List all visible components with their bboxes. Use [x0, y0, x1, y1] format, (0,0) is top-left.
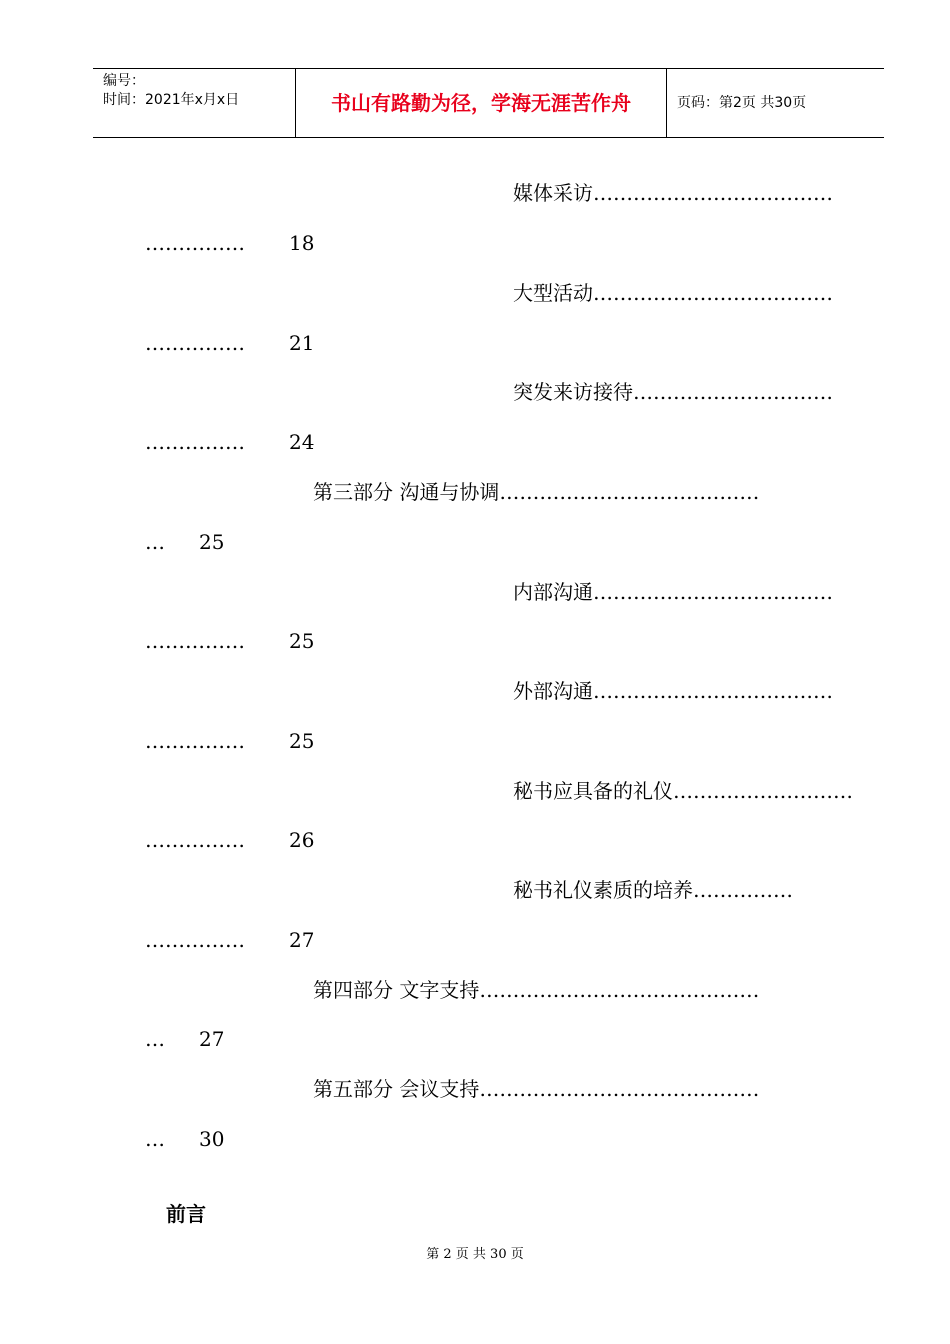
toc-entry-page: 25	[289, 729, 315, 753]
header-meta-cell	[93, 69, 295, 137]
header-page-cell	[667, 69, 884, 137]
toc-entry-page: 18	[289, 231, 315, 255]
toc-entry-leader: ……………	[145, 928, 245, 952]
toc-entry-leader: …	[145, 530, 165, 554]
toc-entry-title: 媒体采访………………………………	[513, 181, 833, 205]
toc-entry-leader: ……………	[145, 729, 245, 753]
preface-heading: 前言	[166, 1202, 206, 1226]
toc-entry-page: 27	[199, 1027, 225, 1051]
toc-entry-leader: ……………	[145, 331, 245, 355]
toc-section-title: 第五部分 会议支持……………………………………	[313, 1077, 760, 1101]
toc-entry-title: 秘书应具备的礼仪………………………	[513, 779, 853, 803]
toc-entry-title: 突发来访接待…………………………	[513, 380, 833, 404]
toc-entry-leader: ……………	[145, 629, 245, 653]
page-footer: 第 2 页 共 30 页	[426, 1247, 524, 1262]
page-header	[93, 68, 884, 138]
toc-section-title: 第四部分 文字支持……………………………………	[313, 978, 760, 1002]
toc-entry-title: 内部沟通………………………………	[513, 580, 833, 604]
toc-entry-leader: …	[145, 1027, 165, 1051]
toc-entry-page: 26	[289, 828, 315, 852]
header-page-number: 页码：第2页 共30页	[677, 95, 807, 111]
document-number-label: 编号：	[103, 73, 145, 89]
toc-entry-page: 25	[289, 629, 315, 653]
toc-entry-page: 24	[289, 430, 315, 454]
toc-entry-title: 外部沟通………………………………	[513, 679, 833, 703]
header-motto: 书山有路勤为径，学海无涯苦作舟	[331, 91, 631, 115]
toc-entry-leader: ……………	[145, 231, 245, 255]
toc-entry-leader: ……………	[145, 828, 245, 852]
document-date: 时间：2021年x月x日	[103, 92, 240, 108]
toc-entry-leader: …	[145, 1127, 165, 1151]
toc-entry-title: 秘书礼仪素质的培养……………	[513, 878, 793, 902]
toc-entry-title: 大型活动………………………………	[513, 281, 833, 305]
toc-entry-page: 21	[289, 331, 315, 355]
toc-entry-page: 25	[199, 530, 225, 554]
toc-entry-page: 30	[199, 1127, 225, 1151]
header-motto-cell	[295, 69, 667, 137]
toc-entry-leader: ……………	[145, 430, 245, 454]
toc-section-title: 第三部分 沟通与协调…………………………………	[313, 480, 760, 504]
toc-entry-page: 27	[289, 928, 315, 952]
